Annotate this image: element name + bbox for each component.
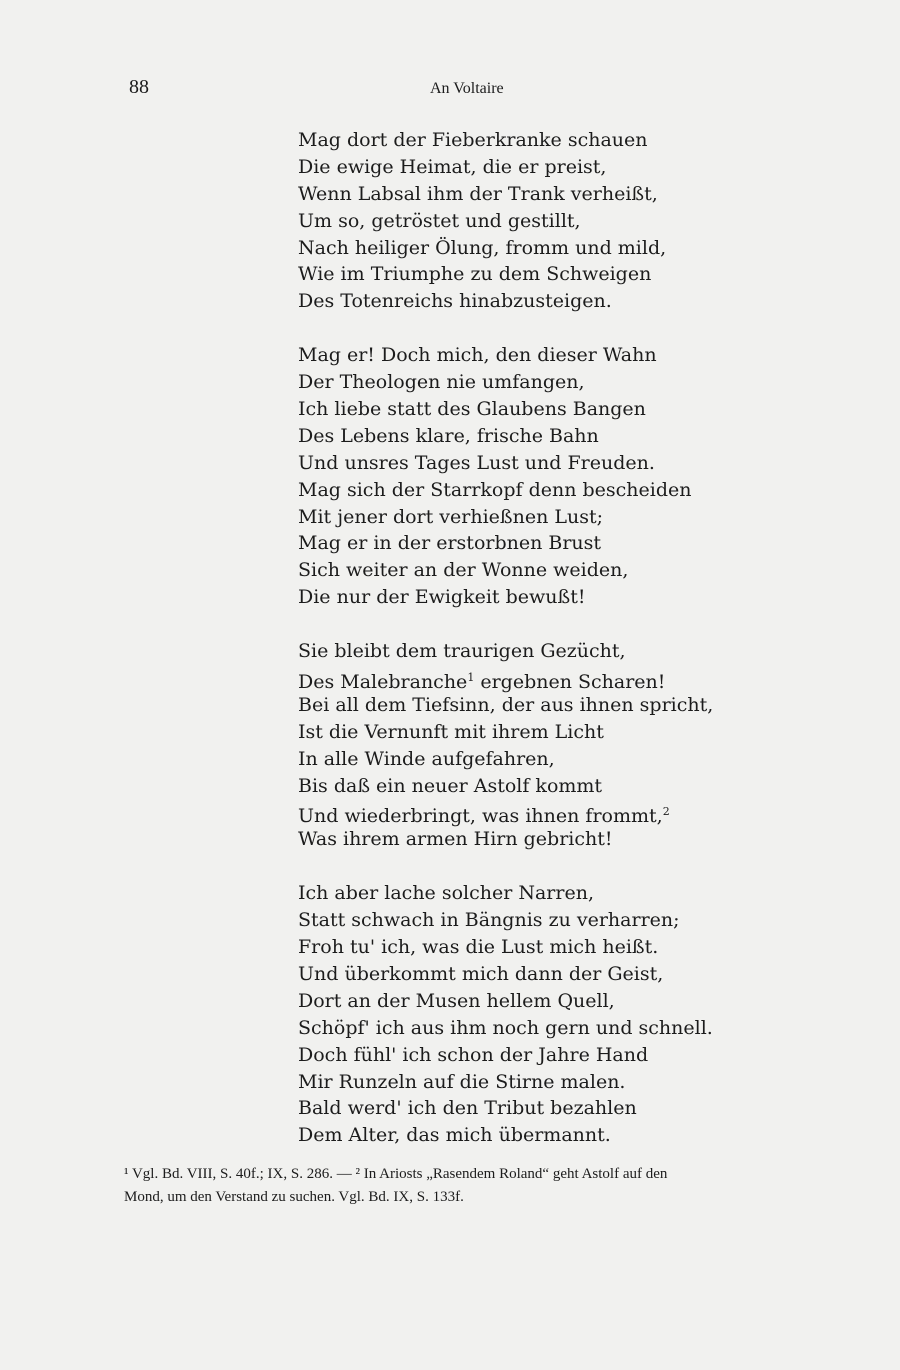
verse-line: Mir Runzeln auf die Stirne malen. <box>298 1070 626 1093</box>
verse-line-with-note <box>298 665 713 692</box>
stanza-2 <box>298 342 713 611</box>
verse-line: Sich weiter an der Wonne weiden, <box>298 559 629 582</box>
verse-line: Ich aber lache solcher Narren, <box>298 882 594 905</box>
verse-line: Dort an der Musen hellem Quell, <box>298 989 615 1012</box>
verse-line: Sie bleibt dem traurigen Gezücht, <box>298 640 626 663</box>
verse-line: Nach heiliger Ölung, fromm und mild, <box>298 236 667 259</box>
footnote-line: Mond, um den Verstand zu suchen. Vgl. Bd. IX, S. 133f. <box>124 1189 464 1205</box>
page-number: 88 <box>129 76 149 98</box>
verse-line: Was ihrem armen Hirn gebricht! <box>298 828 613 851</box>
verse-line: Um so, getröstet und gestillt, <box>298 209 581 232</box>
footnote-mark: 1 <box>467 671 475 685</box>
verse-line: Des Lebens klare, frische Bahn <box>298 424 599 447</box>
verse-line: Bei all dem Tiefsinn, der aus ihnen spricht, <box>298 693 714 716</box>
stanza-3 <box>298 638 713 853</box>
verse-line: Froh tu' ich, was die Lust mich heißt. <box>298 936 659 959</box>
footnotes <box>124 1163 814 1209</box>
footnote-line: ¹ Vgl. Bd. VIII, S. 40f.; IX, S. 286. — ² In Ariosts „Rasendem Roland“ geht Astolf auf den <box>124 1166 668 1182</box>
verse-line: Mag er! Doch mich, den dieser Wahn <box>298 344 657 367</box>
verse-line: Wenn Labsal ihm der Trank verheißt, <box>298 182 658 205</box>
verse-text: Des Malebranche <box>298 671 468 694</box>
verse-line: Des Totenreichs hinabzusteigen. <box>298 290 612 313</box>
verse-line: In alle Winde aufgefahren, <box>298 747 555 770</box>
verse-line: Mag sich der Starrkopf denn bescheiden <box>298 478 692 501</box>
verse-line: Wie im Triumphe zu dem Schweigen <box>298 263 652 286</box>
verse-line: Mag dort der Fieberkranke schauen <box>298 129 648 151</box>
verse-line: Doch fühl' ich schon der Jahre Hand <box>298 1043 649 1066</box>
verse-line: Ist die Vernunft mit ihrem Licht <box>298 720 604 743</box>
verse-line: Mit jener dort verhießnen Lust; <box>298 505 604 528</box>
verse-line: Schöpf' ich aus ihm noch gern und schnell. <box>298 1016 713 1039</box>
verse-text: ergebnen Scharen! <box>474 671 666 694</box>
running-head: An Voltaire <box>430 80 504 97</box>
verse-line: Die ewige Heimat, die er preist, <box>298 155 607 178</box>
verse-line: Dem Alter, das mich übermannt. <box>298 1124 611 1147</box>
poem <box>298 127 713 1149</box>
footnote-mark: 2 <box>662 805 670 819</box>
verse-line: Bald werd' ich den Tribut bezahlen <box>298 1097 637 1120</box>
verse-text: Und wiederbringt, was ihnen frommt, <box>298 805 663 828</box>
verse-line: Und überkommt mich dann der Geist, <box>298 962 664 985</box>
verse-line: Und unsres Tages Lust und Freuden. <box>298 451 655 474</box>
verse-line: Ich liebe statt des Glaubens Bangen <box>298 398 646 421</box>
verse-line: Bis daß ein neuer Astolf kommt <box>298 774 603 797</box>
stanza-4 <box>298 880 713 1149</box>
verse-line: Der Theologen nie umfangen, <box>298 371 585 394</box>
stanza-1 <box>298 127 713 315</box>
verse-line: Die nur der Ewigkeit bewußt! <box>298 586 586 609</box>
verse-line: Mag er in der erstorbnen Brust <box>298 532 602 555</box>
verse-line-with-note <box>298 799 713 826</box>
verse-line: Statt schwach in Bängnis zu verharren; <box>298 909 680 932</box>
